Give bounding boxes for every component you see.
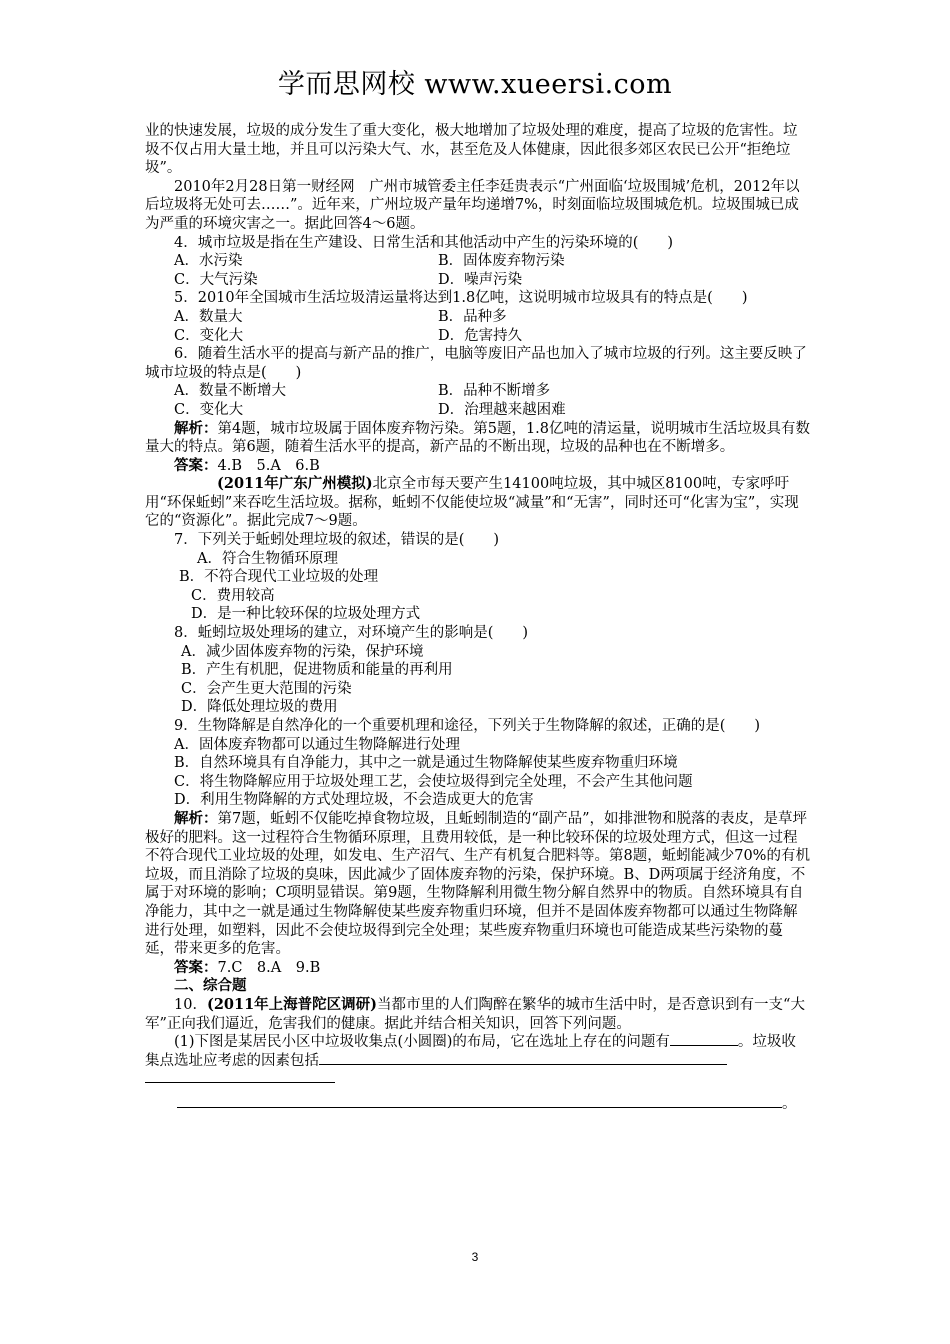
- option-c: C．大气污染: [174, 271, 258, 288]
- source-tag: (2011年广东广州模拟): [217, 475, 373, 493]
- option-c: C．将生物降解应用于垃圾处理工艺，会使垃圾得到完全处理，不会产生其他问题: [174, 773, 693, 790]
- question-8-stem: 8．蚯蚓垃圾处理场的建立，对环境产生的影响是( ): [174, 625, 529, 642]
- part-1-text: (1)下图是某居民小区中垃圾收集点(小圆圈)的布局，它在选址上存在的问题有: [174, 1034, 670, 1051]
- question-text: 当都市里的人们陶醉在繁华的城市生活中时，是否意识到有一支“大军”正向我们逼近，危害我们的健康。据此并结合相关知识，回答下列问题。: [145, 996, 805, 1032]
- explanation-label: 解析：: [174, 419, 218, 437]
- paragraph-intro: 业的快速发展，垃圾的成分发生了重大变化，极大地增加了垃圾处理的难度，提高了垃圾的危害性。垃圾不仅占用大量土地，并且可以污染大气、水，甚至危及人体健康，因此很多郊区农民已公开“拒绝垃圾”。: [145, 123, 798, 177]
- option-c: C．变化大: [174, 327, 244, 344]
- question-4-stem: 4．城市垃圾是指在生产建设、日常生活和其他活动中产生的污染环境的( ): [174, 234, 674, 251]
- option-a: A．数量大: [174, 308, 243, 325]
- answer-7-9: [145, 959, 810, 978]
- answer-blank[interactable]: [670, 1033, 738, 1046]
- page-number: 3: [471, 1250, 479, 1264]
- section-heading: 二、综合题: [174, 977, 247, 995]
- answer-4-6: [145, 457, 810, 476]
- source-tag: (2011年上海普陀区调研): [206, 995, 378, 1013]
- paragraph-news: 2010年2月28日第一财经网 广州市城管委主任李廷贵表示“广州面临‘垃圾围城’危机，2012年以后垃圾将无处可去……”。近年来，广州垃圾产量年均递增7%，时刻面临垃圾围城危机。垃圾围城已成为严重的环境灾害之一。据此回答4～6题。: [145, 178, 800, 232]
- explanation-text: 第4题，城市垃圾属于固体废弃物污染。第5题，1.8亿吨的清运量，说明城市生活垃圾具有数量大的特点。第6题，随着生活水平的提高，新产品的不断出现，垃圾的品种也在不断增多。: [145, 420, 811, 456]
- period: 。: [782, 1095, 797, 1112]
- option-b: B．固体废弃物污染: [438, 253, 565, 270]
- answer-blank[interactable]: [319, 1052, 727, 1065]
- question-4-options-row1: [145, 252, 810, 271]
- question-6-options-row2: [145, 401, 810, 420]
- question-number: 10．: [174, 996, 207, 1013]
- part-1-factors: 垃圾收集点选址应考虑的因素包括: [145, 1034, 796, 1069]
- page-header: 学而思网校 www.xueersi.com: [277, 69, 673, 100]
- answer-text: 7.C 8.A 9.B: [217, 959, 321, 976]
- question-9-stem: 9．生物降解是自然净化的一个重要机理和途径，下列关于生物降解的叙述，正确的是( ): [174, 718, 761, 734]
- explanation-label: 解析：: [174, 809, 218, 827]
- answer-label: 答案：: [174, 958, 218, 976]
- option-b: B．品种多: [438, 308, 507, 325]
- answer-line-row: [145, 1070, 810, 1089]
- question-5-options-row2: [145, 327, 810, 346]
- paragraph-text: 北京全市每天要产生14100吨垃圾，其中城区8100吨，专家呼吁用“环保蚯蚓”来吞吃生活垃圾。据称，蚯蚓不仅能使垃圾“减量”和“无害”，同时还可“化害为宝”，实现它的“资源化”。据此完成7～9题。: [145, 476, 799, 530]
- question-6-stem: 6．随着生活水平的提高与新产品的推广，电脑等废旧产品也加入了城市垃圾的行列。这主要反映了城市垃圾的特点是( ): [145, 346, 807, 381]
- option-a: A．固体废弃物都可以通过生物降解进行处理: [174, 736, 460, 753]
- question-6-options-row1: [145, 382, 810, 401]
- option-c: C．费用较高: [191, 587, 275, 604]
- option-d: D．危害持久: [438, 327, 523, 344]
- option-b: B．产生有机肥，促进物质和能量的再利用: [181, 662, 453, 679]
- option-d: D．是一种比较环保的垃圾处理方式: [191, 606, 421, 623]
- question-5-options-row1: [145, 308, 810, 327]
- document-body: [145, 122, 810, 1113]
- option-d: D．噪声污染: [438, 271, 523, 288]
- question-10-stem: [145, 996, 810, 1033]
- answer-label: 答案：: [174, 456, 218, 474]
- option-a: A．数量不断增大: [174, 383, 286, 400]
- paragraph-earthworm: [145, 475, 810, 531]
- explanation-4-6: [145, 420, 810, 457]
- answer-line-row: [145, 1095, 810, 1114]
- option-d: D．治理越来越困难: [438, 401, 566, 418]
- answer-blank[interactable]: [145, 1070, 335, 1083]
- option-d: D．降低处理垃圾的费用: [181, 699, 338, 716]
- question-10-part-1: [145, 1033, 810, 1070]
- explanation-7-9: [145, 810, 810, 959]
- option-b: B．自然环境具有自净能力，其中之一就是通过生物降解使某些废弃物重归环境: [174, 755, 678, 772]
- option-d: D．利用生物降解的方式处理垃圾，不会造成更大的危害: [174, 792, 534, 809]
- answer-blank[interactable]: [177, 1095, 782, 1108]
- option-b: B．不符合现代工业垃圾的处理: [179, 569, 379, 586]
- option-a: A．符合生物循环原理: [197, 550, 338, 567]
- answer-text: 4.B 5.A 6.B: [217, 457, 320, 474]
- question-4-options-row2: [145, 271, 810, 290]
- question-5-stem: 5．2010年全国城市生活垃圾清运量将达到1.8亿吨，这说明城市垃圾具有的特点是( ): [174, 290, 748, 307]
- option-a: A．水污染: [174, 253, 243, 270]
- option-b: B．品种不断增多: [438, 383, 551, 400]
- option-c: C．会产生更大范围的污染: [181, 680, 352, 697]
- option-c: C．变化大: [174, 401, 244, 418]
- explanation-text: 第7题，蚯蚓不仅能吃掉食物垃圾，且蚯蚓制造的“副产品”，如排泄物和脱落的表皮，是草坪极好的肥料。这一过程符合生物循环原理，且费用较低，是一种比较环保的垃圾处理方式，但这一过程不符合现代工业垃圾的处理，如发电、生产沼气、生产有机复合肥料等。第8题，蚯蚓能减少70%的有机垃圾，而且消除了垃圾的臭味，因此减少了固体废弃物的污染，保护环境。B、D两项属于经济角度，不属于对环境的影响；C项明显错误。第9题，生物降解利用微生物分解自然界中的物质。自然环境具有自净能力，其中之一就是通过生物降解使某些废弃物重归环境，但并不是固体废弃物都可以通过生物降解进行处理，如塑料，因此不会使垃圾得到完全处理；某些废弃物重归环境也可能造成某些污染物的蔓延，带来更多的危害。: [145, 810, 810, 958]
- period: 。: [737, 1034, 753, 1051]
- question-7-stem: 7．下列关于蚯蚓处理垃圾的叙述，错误的是( ): [174, 532, 500, 549]
- option-a: A．减少固体废弃物的污染，保护环境: [181, 643, 424, 660]
